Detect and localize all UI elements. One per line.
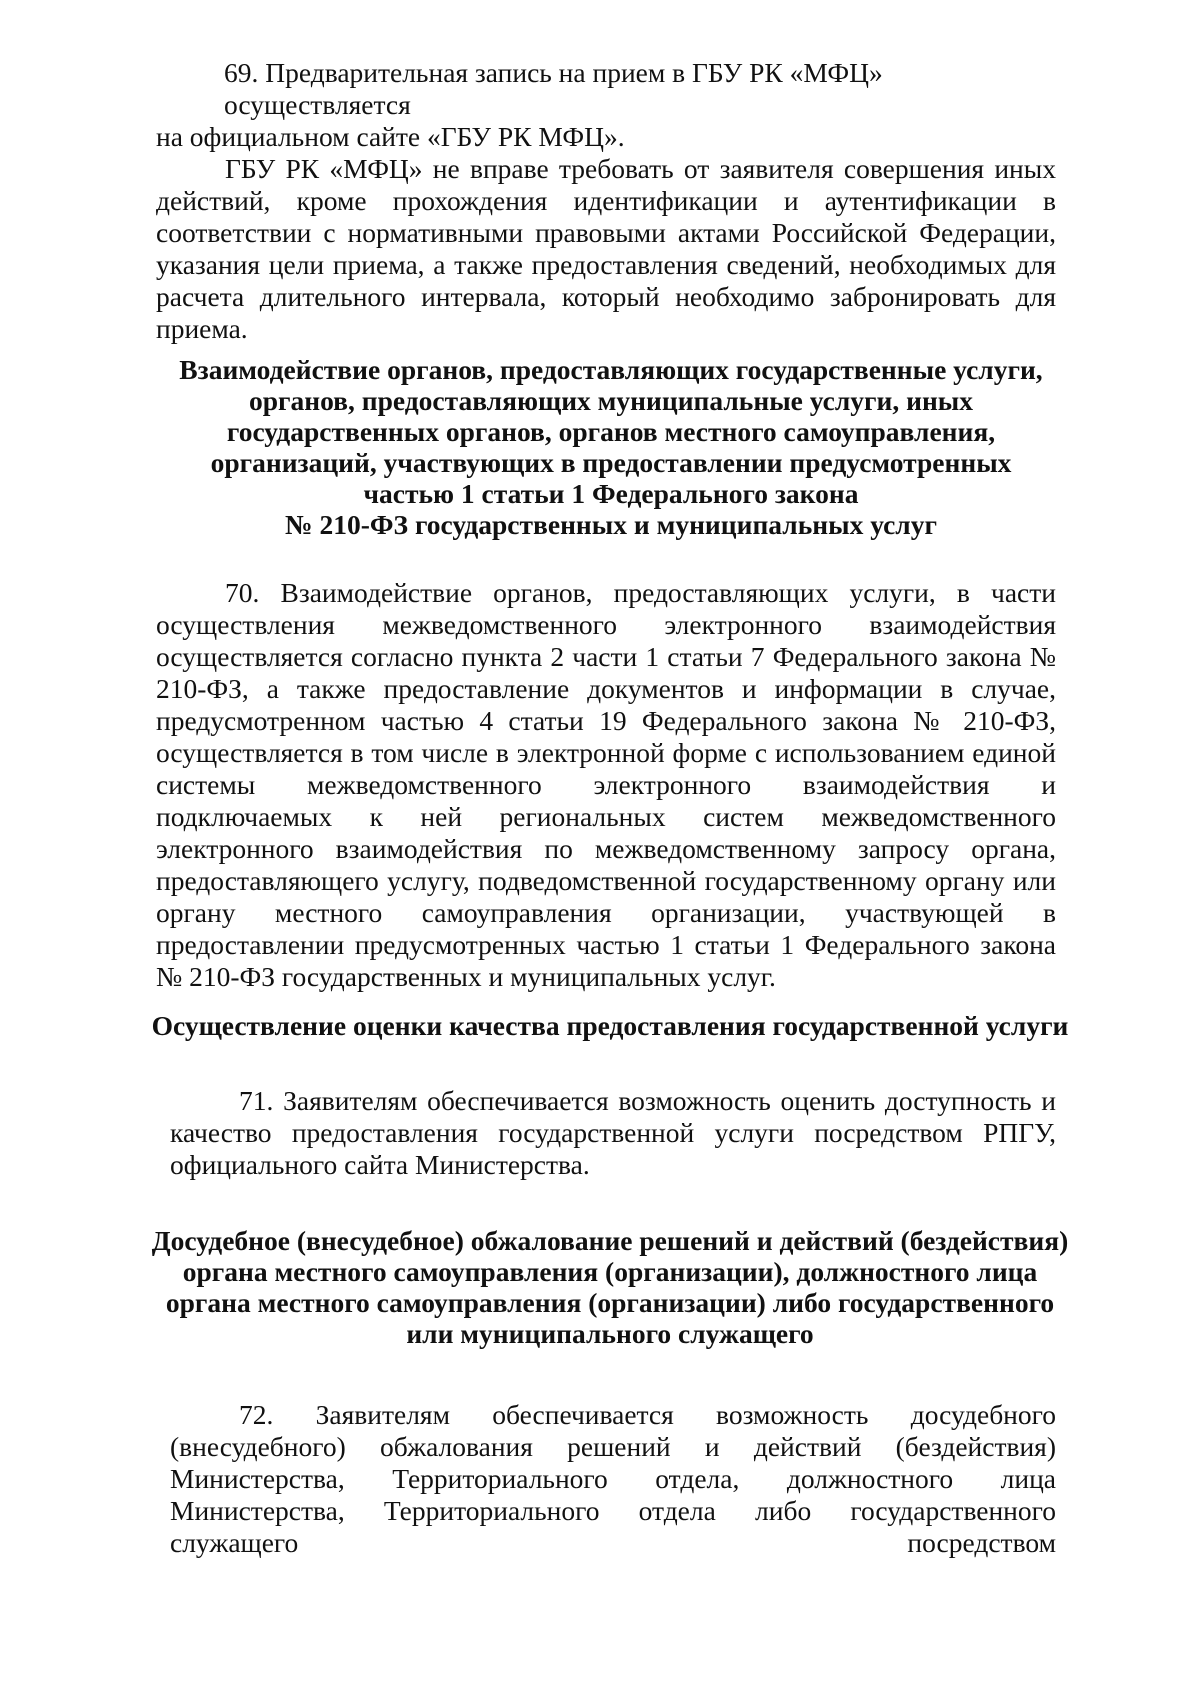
paragraph-72-text: 72. Заявителям обеспечивается возможность досудебного (внесудебного) обжалования решений и действий (бездействия) Министерства, Территориального отдела, должностного лица Министерства, Территориального отдела либо государственного служащего посредством: [170, 1399, 1056, 1558]
heading-pretrial-appeal-line-4: или муниципального служащего: [406, 1318, 814, 1349]
heading-interaction-line-5: частью 1 статьи 1 Федерального закона: [363, 478, 859, 509]
paragraph-69: [156, 57, 1056, 345]
heading-interaction-line-6: № 210-ФЗ государственных и муниципальных услуг: [285, 509, 937, 540]
heading-interaction-line-2: органов, предоставляющих муниципальные услуги, иных: [248, 385, 974, 416]
paragraph-69-line-2: на официальном сайте «ГБУ РК МФЦ».: [156, 121, 625, 152]
heading-pretrial-appeal-line-3: органа местного самоуправления (организации) либо государственного: [165, 1287, 1055, 1318]
paragraph-71-text: 71. Заявителям обеспечивается возможность оценить доступность и качество предоставления государственной услуги посредством РПГУ, официального сайта Министерства.: [170, 1085, 1056, 1180]
paragraph-69-text-2: ГБУ РК «МФЦ» не вправе требовать от заявителя совершения иных действий, кроме прохождения идентификации и аутентификации в соответствии с нормативными правовыми актами Российской Федерации, указания цели приема, а также предоставления сведений, необходимых для расчета длительного интервала, который необходимо забронировать для приема.: [156, 153, 1056, 344]
heading-interaction-line-3: государственных органов, органов местного самоуправления,: [226, 416, 996, 447]
heading-interaction-line-4: организаций, участвующих в предоставлении предусмотренных: [210, 447, 1012, 478]
paragraph-70: [156, 577, 1056, 993]
paragraph-69-line-1: 69. Предварительная запись на прием в ГБУ РК «МФЦ» осуществляется: [224, 57, 883, 120]
heading-pretrial-appeal-line-2: органа местного самоуправления (организации), должностного лица: [182, 1256, 1038, 1287]
heading-interaction: [156, 354, 1066, 540]
paragraph-71: [170, 1085, 1056, 1181]
heading-quality-assessment-text: Осуществление оценки качества предоставления государственной услуги: [151, 1010, 1069, 1041]
paragraph-72: [170, 1399, 1056, 1559]
heading-pretrial-appeal: [150, 1225, 1070, 1349]
heading-interaction-line-1: Взаимодействие органов, предоставляющих государственные услуги,: [179, 354, 1043, 385]
heading-quality-assessment: [140, 1010, 1080, 1041]
paragraph-70-text: 70. Взаимодействие органов, предоставляющих услуги, в части осуществления межведомственного электронного взаимодействия осуществляется согласно пункта 2 части 1 статьи 7 Федерального закона № 210-ФЗ, а также предоставление документов и информации в случае, предусмотренном частью 4 статьи 19 Федерального закона № 210-ФЗ, осуществляется в том числе в электронной форме с использованием единой системы межведомственного электронного взаимодействия и подключаемых к ней региональных систем межведомственного электронного взаимодействия по межведомственному запросу органа, предоставляющего услугу, подведомственной государственному органу или органу местного самоуправления организации, участвующей в предоставлении предусмотренных частью 1 статьи 1 Федерального закона № 210-ФЗ государственных и муниципальных услуг.: [156, 577, 1056, 992]
heading-pretrial-appeal-line-1: Досудебное (внесудебное) обжалование решений и действий (бездействия): [151, 1225, 1069, 1256]
